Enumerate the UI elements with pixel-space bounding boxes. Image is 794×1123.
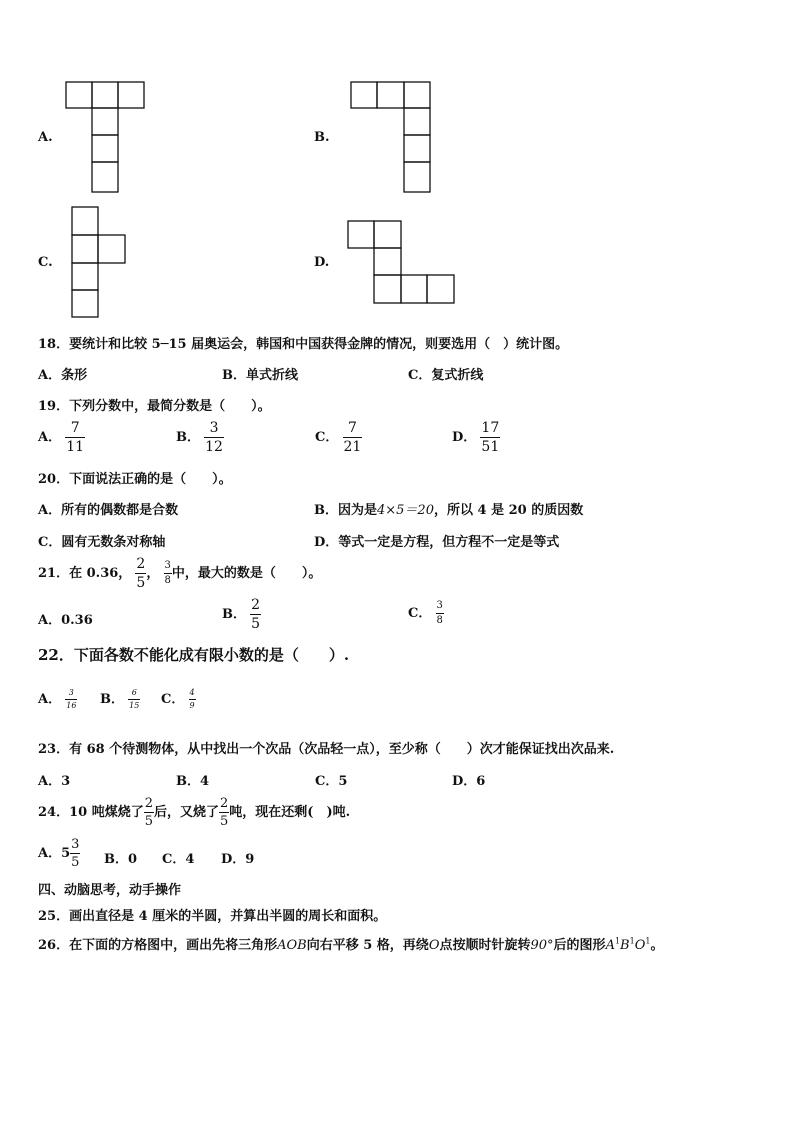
- q20-option-c: C．圆有无数条对称轴: [38, 535, 166, 550]
- q23-option-c: C．5: [315, 774, 348, 789]
- q19-option-a: [38, 421, 85, 454]
- separator: ，: [146, 566, 160, 581]
- fraction: [164, 561, 172, 586]
- denominator: 12: [205, 439, 223, 455]
- equation: 4×5＝20: [377, 503, 434, 518]
- denominator: 16: [66, 701, 77, 710]
- q24-option-d: D．9: [221, 852, 255, 867]
- q26-stem: [38, 934, 663, 953]
- denominator: 5: [144, 814, 153, 829]
- denominator: 5: [220, 814, 229, 829]
- denominator: 5: [71, 855, 80, 870]
- stem-text: 24．10 吨煤烧了: [38, 805, 144, 820]
- q19-option-d: [452, 421, 500, 454]
- option-label: D．: [452, 430, 477, 445]
- denominator: 9: [189, 701, 195, 710]
- option-label: A．5: [38, 846, 71, 861]
- q21-stem: [38, 557, 321, 590]
- numerator: 2: [220, 796, 229, 811]
- q24-stem: [38, 797, 350, 828]
- denominator: 15: [129, 701, 140, 710]
- option-b-text: B．因为是: [314, 503, 377, 518]
- stem-end: 。: [650, 938, 664, 953]
- stem-text-end: 中，最大的数是（ ）。: [171, 566, 322, 581]
- numerator: 6: [131, 688, 137, 697]
- q18-option-a: A．条形: [38, 368, 88, 383]
- q22-option-b: [100, 688, 140, 710]
- superscript: 1: [629, 936, 635, 946]
- stem-text-mid2: 点按顺时针旋转: [439, 938, 531, 953]
- q17-net-a: [60, 76, 152, 198]
- fraction: [436, 601, 444, 626]
- option-label: C．: [315, 430, 339, 445]
- q17-option-d-label: D.: [314, 255, 330, 270]
- fraction: [250, 598, 261, 631]
- q20-option-d: D．等式一定是方程，但方程不一定是等式: [314, 535, 560, 550]
- option-label: B．: [176, 430, 200, 445]
- q17-option-b-label: B.: [314, 130, 330, 145]
- denominator: 8: [164, 575, 171, 586]
- point-b1: B: [620, 938, 630, 953]
- fraction: [189, 689, 196, 710]
- numerator: 2: [136, 556, 146, 572]
- denominator: 21: [343, 439, 362, 455]
- q18-stem: 18．要统计和比较 5─15 届奥运会，韩国和中国获得金牌的情况，则要选用（ ）统计图。: [38, 337, 569, 352]
- option-label: A．: [38, 692, 62, 707]
- fraction: [65, 689, 77, 710]
- q20-stem: 20．下面说法正确的是（ ）。: [38, 472, 232, 487]
- fraction: [343, 421, 363, 454]
- q17-net-b: [346, 76, 438, 198]
- fraction: [70, 838, 80, 869]
- q23-stem: 23．有 68 个待测物体，从中找出一个次品（次品轻一点），至少称（ ）次才能保证找出次品来.: [38, 742, 615, 757]
- fraction: [144, 797, 154, 828]
- q18-option-c: C．复式折线: [408, 368, 484, 383]
- fraction: [128, 689, 140, 710]
- numerator: 7: [70, 420, 80, 436]
- numerator: 2: [144, 796, 153, 811]
- q21-option-a: A．0.36: [38, 613, 93, 628]
- numerator: 3: [71, 837, 80, 852]
- q20-option-b: [314, 499, 583, 518]
- numerator: 7: [347, 420, 357, 436]
- stem-text-mid: 后，又烧了: [154, 805, 220, 820]
- fraction: [219, 797, 229, 828]
- option-label: C．: [408, 606, 432, 621]
- superscript: 1: [614, 936, 621, 946]
- denominator: 51: [481, 439, 500, 455]
- point-o1: O: [634, 938, 646, 953]
- q24-option-c: C．4: [162, 852, 195, 867]
- q20-option-a: A．所有的偶数都是合数: [38, 503, 179, 518]
- denominator: 8: [436, 615, 443, 626]
- q23-option-a: A．3: [38, 774, 71, 789]
- q23-option-d: D．6: [452, 774, 486, 789]
- q18-option-b: B．单式折线: [222, 368, 298, 383]
- section-four-heading: 四、动脑思考，动手操作: [38, 883, 182, 898]
- numerator: 3: [164, 560, 171, 571]
- triangle-name: AOB: [277, 938, 307, 953]
- option-b-text-end: ，所以 4 是 20 的质因数: [433, 503, 584, 518]
- superscript: 1: [645, 936, 651, 946]
- q17-option-a-label: A.: [38, 130, 53, 145]
- point-a1: A: [605, 938, 615, 953]
- stem-text-end: 吨，现在还剩( )吨.: [229, 805, 351, 820]
- q17-net-d: [342, 215, 462, 309]
- stem-text: 21．在 0.36，: [38, 566, 132, 581]
- option-label: B．: [100, 692, 124, 707]
- q22-option-a: [38, 688, 77, 710]
- stem-text-post: 后的图形: [553, 938, 606, 953]
- q24-option-a: [38, 838, 80, 869]
- fraction: [204, 421, 224, 454]
- numerator: 2: [251, 597, 261, 613]
- q22-stem: 22．下面各数不能化成有限小数的是（ ）.: [38, 646, 350, 664]
- q21-option-c: [408, 601, 444, 626]
- q25-stem: 25．画出直径是 4 厘米的半圆，并算出半圆的周长和面积。: [38, 909, 387, 924]
- numerator: 3: [68, 688, 74, 697]
- q22-option-c: [161, 688, 196, 710]
- denominator: 5: [251, 616, 261, 632]
- fraction: [480, 421, 500, 454]
- numerator: 17: [481, 420, 500, 436]
- angle: 90°: [530, 938, 554, 953]
- q21-option-b: [222, 598, 261, 631]
- q19-option-c: [315, 421, 362, 454]
- fraction: [65, 421, 85, 454]
- q24-option-b: B．0: [104, 852, 138, 867]
- denominator: 11: [66, 439, 85, 455]
- numerator: 3: [209, 420, 219, 436]
- q23-option-b: B．4: [176, 774, 210, 789]
- numerator: 4: [189, 688, 195, 697]
- option-label: C．: [161, 692, 185, 707]
- q19-stem: 19．下列分数中，最简分数是（ ）。: [38, 399, 271, 414]
- denominator: 5: [136, 575, 146, 591]
- q17-option-c-label: C.: [38, 255, 53, 270]
- stem-text: 26．在下面的方格图中，画出先将三角形: [38, 938, 278, 953]
- point-o: O: [428, 938, 440, 953]
- option-label: A．: [38, 430, 62, 445]
- stem-text-mid: 向右平移 5 格，再绕: [306, 938, 429, 953]
- fraction: [135, 557, 146, 590]
- option-label: B．: [222, 607, 246, 622]
- numerator: 3: [436, 600, 443, 611]
- q19-option-b: [176, 421, 224, 454]
- q17-net-c: [66, 201, 132, 323]
